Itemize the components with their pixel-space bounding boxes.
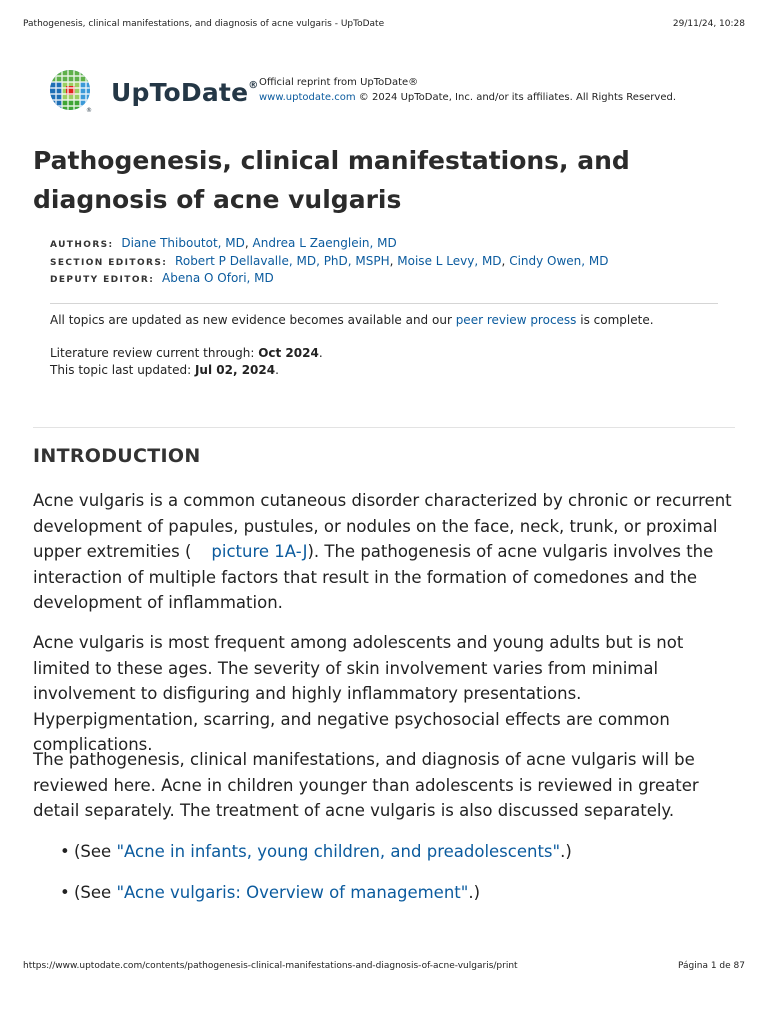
author-link[interactable]: Diane Thiboutot, MD	[121, 236, 245, 250]
bullet-text: .)	[468, 883, 481, 902]
uptodate-logo-icon	[49, 69, 93, 113]
topic-link[interactable]: "Acne vulgaris: Overview of management"	[116, 883, 469, 902]
intro-paragraph-1	[33, 488, 735, 616]
logo-registered-mark: ®	[248, 80, 259, 92]
list-item	[60, 880, 480, 905]
deputy-editor-line	[50, 270, 274, 289]
uptodate-site-link[interactable]: www.uptodate.com	[259, 92, 356, 103]
literature-review-date	[50, 345, 323, 362]
section-editors-label: SECTION EDITORS:	[50, 258, 168, 268]
topic-link[interactable]: "Acne in infants, young children, and preadolescents"	[116, 842, 561, 861]
paragraph-text: ). The pathogenesis of acne vulgaris involves the interaction of multiple factors that result in the formation of comedones and the development of inflammation.	[33, 542, 714, 612]
last-updated-date	[50, 362, 279, 379]
lit-review-value: Oct 2024	[258, 346, 319, 360]
editor-link[interactable]: Moise L Levy, MD	[397, 254, 502, 268]
bullet-icon: •	[60, 883, 70, 902]
deputy-editor-label: DEPUTY EDITOR:	[50, 275, 155, 285]
period: .	[318, 346, 323, 360]
update-notice-text-end: is complete.	[576, 313, 654, 327]
paragraph-text: Acne vulgaris is a common cutaneous disorder characterized by chronic or recurrent development of papules, pustules, or nodules on the face, neck, trunk, or proximal upper extremities (	[33, 491, 732, 561]
editor-link[interactable]: Robert P Dellavalle, MD, PhD, MSPH	[175, 254, 390, 268]
last-updated-value: Jul 02, 2024	[194, 363, 276, 377]
logo-wordmark	[111, 78, 258, 107]
deputy-editor-link[interactable]: Abena O Ofori, MD	[162, 271, 274, 285]
section-heading-introduction: INTRODUCTION	[33, 445, 201, 467]
uptodate-logo[interactable]	[49, 69, 258, 113]
update-notice	[50, 312, 654, 329]
lit-review-label: Literature review current through:	[50, 346, 259, 360]
separator: ,	[501, 254, 510, 268]
bullet-icon: •	[60, 842, 70, 861]
copyright-text: © 2024 UpToDate, Inc. and/or its affiliates. All Rights Reserved.	[355, 92, 677, 103]
page-number: Página 1 de 87	[678, 961, 745, 971]
peer-review-link[interactable]: peer review process	[455, 313, 577, 327]
separator: ,	[244, 236, 253, 250]
bullet-text: (See	[74, 883, 117, 902]
picture-link[interactable]: picture 1A-J	[211, 542, 308, 561]
page-title: Pathogenesis, clinical manifestations, and diagnosis of acne vulgaris	[33, 146, 630, 214]
update-notice-text: All topics are updated as new evidence becomes available and our	[50, 313, 456, 327]
authors-label: AUTHORS:	[50, 240, 114, 250]
reprint-notice	[259, 75, 676, 105]
reprint-line: Official reprint from UpToDate®	[259, 77, 419, 88]
list-item	[60, 839, 572, 864]
copyright-line	[259, 90, 676, 105]
intro-paragraph-2: Acne vulgaris is most frequent among adolescents and young adults but is not limited to these ages. The severity of skin involvement varies from minimal involvement to disfiguring and highly inflammatory presentations. Hyperpigmentation, scarring, and negative psychosocial effects are common complications.	[33, 633, 684, 754]
intro-paragraph-3: The pathogenesis, clinical manifestations, and diagnosis of acne vulgaris will be reviewed here. Acne in children younger than adolescents is reviewed in greater detail separately. The treatment of acne vulgaris is also discussed separately.	[33, 750, 699, 820]
bullet-text: (See	[74, 842, 117, 861]
bullet-text: .)	[560, 842, 572, 861]
print-header-datetime: 29/11/24, 10:28	[672, 19, 745, 29]
editor-link[interactable]: Cindy Owen, MD	[509, 254, 609, 268]
print-header	[23, 19, 745, 29]
authors-line	[50, 235, 397, 254]
print-footer	[23, 961, 745, 971]
svg-text:®: ®	[86, 107, 92, 113]
print-footer-url: https://www.uptodate.com/contents/pathogenesis-clinical-manifestations-and-diagnosis-of-acne-vulgaris/print	[23, 961, 518, 971]
print-header-title: Pathogenesis, clinical manifestations, and diagnosis of acne vulgaris - UpToDate	[23, 19, 385, 29]
author-link[interactable]: Andrea L Zaenglein, MD	[252, 236, 397, 250]
separator: ,	[389, 254, 398, 268]
divider	[50, 303, 718, 304]
logo-name: UpToDate	[111, 77, 249, 107]
period: .	[275, 363, 279, 377]
last-updated-label: This topic last updated:	[50, 363, 195, 377]
divider	[33, 427, 735, 428]
